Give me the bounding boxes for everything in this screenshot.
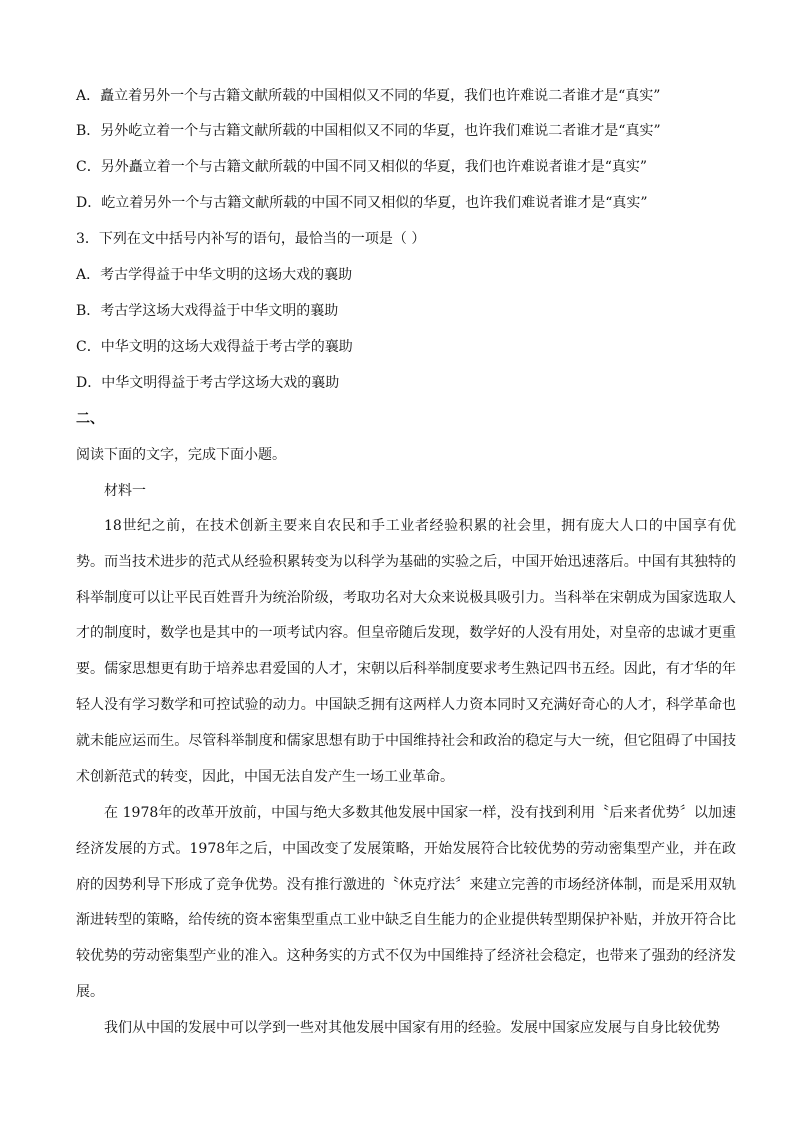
material-paragraph-2: 在 1978年的改革开放前，中国与绝大多数其他发展中国家一样，没有找到利用〝后来者优势〞以加速经济发展的方式。1978年之后，中国改变了发展策略，开始发展符合比较优势的劳动密集型产业，并在政府的因势利导下形成了竞争优势。没有推行激进的〝休克疗法〞来建立完善的市场经济体制，而是采用双轨渐进转型的策略，给传统的资本密集型重点工业中缺乏自生能力的企业提供转型期保护补贴，并放开符合比较优势的劳动密集型产业的准入。这种务实的方式不仅为中国维持了经济社会稳定，也带来了强劲的经济发展。	[76, 805, 736, 1000]
q3-option-c: C．中华文明的这场大戏得益于考古学的襄助	[76, 339, 353, 355]
section-heading: 二、	[76, 411, 104, 427]
material-paragraph-1: 18世纪之前，在技术创新主要来自农民和手工业者经验积累的社会里，拥有庞大人口的中国享有优势。而当技术进步的范式从经验积累转变为以科学为基础的实验之后，中国开始迅速落后。中国有其独特的科举制度可以让平民百姓晋升为统治阶级，考取功名对大众来说极具吸引力。当科举在宋朝成为国家选取人才的制度时，数学也是其中的一项考试内容。但皇帝随后发现，数学好的人没有用处，对皇帝的忠诚才更重要。儒家思想更有助于培养忠君爱国的人才，宋朝以后科举制度要求考生熟记四书五经。因此，有才华的年轻人没有学习数学和可控试验的动力。中国缺乏拥有这两样人力资本同时又充满好奇心的人才，科学革命也就未能应运而生。尽管科举制度和儒家思想有助于中国维持社会和政治的稳定与大一统，但它阻碍了中国技术创新范式的转变，因此，中国无法自发产生一场工业革命。	[76, 518, 736, 785]
q3-stem: 3．下列在文中括号内补写的语句，最恰当的一项是（ ）	[76, 231, 426, 247]
q3-option-d: D．中华文明得益于考古学这场大戏的襄助	[76, 375, 340, 391]
q2-option-d: D．屹立着另外一个与古籍文献所载的中国不同又相似的华夏，也许我们难说者谁才是“真实”	[76, 195, 648, 211]
q2-option-c: C．另外矗立着一个与古籍文献所载的中国不同又相似的华夏，我们也许难说者谁才是“真实”	[76, 159, 648, 175]
q2-option-a: A．矗立着另外一个与古籍文献所载的中国相似又不同的华夏，我们也许难说二者谁才是“真实”	[76, 88, 661, 104]
section-instruction: 阅读下面的文字，完成下面小题。	[76, 447, 286, 463]
material-title: 材料一	[104, 483, 146, 499]
q2-option-b: B．另外屹立着一个与古籍文献所载的中国相似又不同的华夏，也许我们难说二者谁才是“真实”	[76, 123, 661, 139]
q3-option-a: A．考古学得益于中华文明的这场大戏的襄助	[76, 267, 353, 283]
q3-option-b: B．考古学这场大戏得益于中华文明的襄助	[76, 303, 339, 319]
material-paragraph-3: 我们从中国的发展中可以学到一些对其他发展中国家有用的经验。发展中国家应发展与自身比较优势	[104, 1020, 720, 1036]
